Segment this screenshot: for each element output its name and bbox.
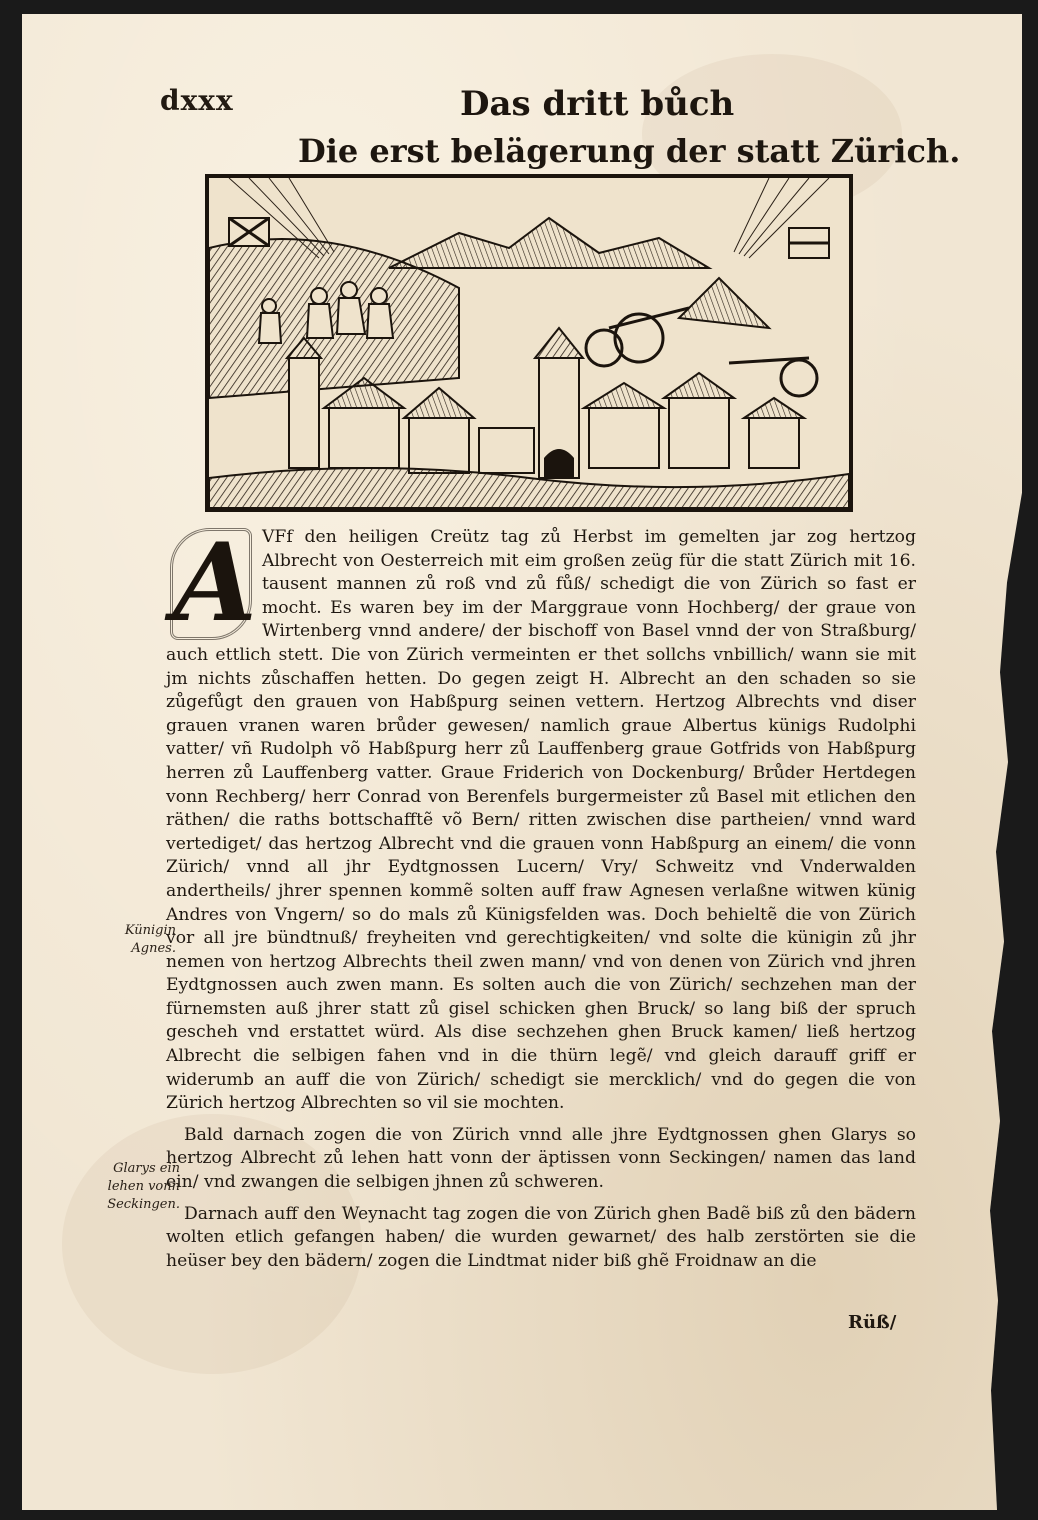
catchword: Rüß/ — [848, 1312, 897, 1333]
woodcut-illustration — [205, 174, 853, 512]
paragraph: Darnach auff den Weynacht tag zogen die von Zürich ghen Badẽ biß zů den bädern wolten etlich gefangen haben/ die wurden gewarnet/ des halb zerstörten sie die heüser bey den bädern/ zogen die Lindtmat nider biß ghẽ Froidnaw an die — [166, 1203, 916, 1271]
paragraph: VFf den heiligen Creütz tag zů Herbst im gemelten jar zog hertzog Albrecht von Oesterreich mit eim großen zeüg für die statt Zürich mit 16. tausent mannen zů roß vnd zů fůß/ schedigt die von Zürich so fast er mocht. Es waren bey im der Marggraue vonn Hochberg/ der graue von Wirtenberg vnnd andere/ der bischoff von Basel vnnd der von Straßburg/ auch ettlich stett. Die von Zürich vermeinten er thet sollchs vnbillich/ wann sie mit jm nichts zůschaffen hetten. Do gegen zeigt H. Albrecht an den schaden so sie zůgefůgt den grauen von Habßpurg seinen vettern. Hertzog Albrechts vnd diser grauen vranen waren brůder gewesen/ namlich graue Albertus künigs Rudolphi vatter/ vñ Rudolph võ Habßpurg herr zů Lauffenberg graue Gotfrids von Habßpurg herren zů Lauffenberg vatter. Graue Friderich von Dockenburg/ Brůder Hertdegen vonn Rechberg/ herr Conrad von Berenfels burgermeister zů Basel mit etlichen den räthen/ die raths bottschafftẽ võ Bern/ ritten zwischen dise partheien/ vnnd ward vertediget/ das hertzog Albrecht vnd die grauen vonn Habßpurg an einem/ die vonn Zürich/ vnnd all jhr Eydtgnossen Lucern/ Vry/ Schweitz vnd Vnderwalden andertheils/ jhrer spennen kommẽ solten auff fraw Agnesen verlaßne witwen künig Andres von Vngern/ so do mals zů Künigsfelden was. Doch behieltẽ die von Zürich vor all jre bündtnuß/ freyheiten vnd gerechtigkeiten/ vnd solte die künigin zů jhr nemen von hertzog Albrechts theil zwen mann/ vnd von denen von Zürich vnd jhren Eydtgnossen auch zwen mann. Es solten auch die von Zürich/ sechzehen man der fürnemsten auß jhrer statt zů gisel schicken ghen Bruck/ so lang biß der spruch gescheh vnd erstattet würd. Als dise sechzehen ghen Bruck kamen/ ließ hertzog Albrecht die selbigen fahen vnd in die thürn legẽ/ vnd gleich darauff griff er widerumb an auff die von Zürich/ schedigt sie mercklich/ vnd do gegen die von Zürich hertzog Albrechten so vil sie mochten. — [166, 527, 916, 1114]
woodcut-siege-scene-icon — [209, 178, 849, 508]
running-head: Das dritt bůch — [460, 84, 735, 124]
margin-note: Künigin Agnes. — [124, 923, 176, 956]
page-title: Die erst belägerung der statt Zürich. — [298, 132, 961, 170]
margin-note: Glarys ein lehen vonn Seckingen. — [107, 1161, 180, 1212]
folio-number: dxxx — [160, 84, 234, 117]
body-text — [166, 520, 916, 1273]
drop-cap-initial: A — [170, 528, 252, 640]
paragraph: Bald darnach zogen die von Zürich vnnd alle jhre Eydtgnossen ghen Glarys so hertzog Albrecht zů lehen hatt vonn der äptissen vonn Seckingen/ namen das land ein/ vnd zwangen die selbigen jhnen zů schweren. — [166, 1124, 916, 1193]
